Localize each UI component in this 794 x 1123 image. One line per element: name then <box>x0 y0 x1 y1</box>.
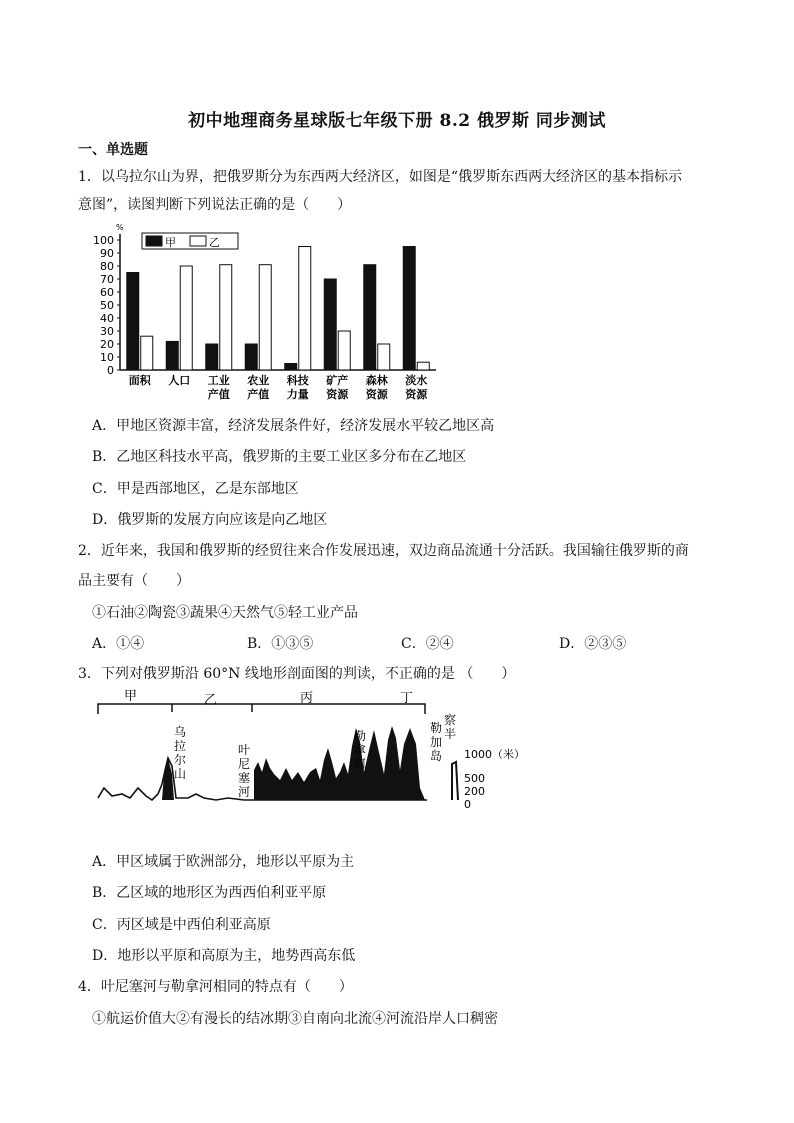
x-tick-label: 面积 <box>128 374 151 387</box>
q1-option-d[interactable]: D．俄罗斯的发展方向应该是向乙地区 <box>92 512 328 528</box>
bar-乙-6 <box>378 344 390 370</box>
region-jia: 甲 <box>124 689 138 704</box>
label-ural: 乌拉尔山 <box>174 725 187 781</box>
x-tick-label: 力量 <box>286 388 309 401</box>
q1-option-a[interactable]: A．甲地区资源丰富，经济发展条件好，经济发展水平较乙地区高 <box>92 418 495 434</box>
q2-stem-line1: 2．近年来，我国和俄罗斯的经贸往来合作发展迅速，双边商品流通十分活跃。我国输往俄罗斯的商 <box>78 543 689 559</box>
y-axis-unit: % <box>116 223 124 232</box>
x-tick-label: 资源 <box>405 388 428 401</box>
bar-乙-3 <box>259 265 271 370</box>
q4-stem: 4．叶尼塞河与勒拿河相同的特点有（ ） <box>78 979 353 995</box>
region-bing: 丙 <box>300 691 314 706</box>
kamchatka <box>452 762 458 800</box>
bar-甲-7 <box>403 247 415 371</box>
q3-terrain-profile <box>92 688 532 838</box>
bar-甲-1 <box>166 341 178 370</box>
x-tick-label: 森林 <box>365 374 388 387</box>
legend-swatch-1 <box>190 236 206 246</box>
legend-swatch-0 <box>146 236 162 246</box>
x-tick-label: 工业 <box>207 374 230 387</box>
bar-乙-1 <box>180 266 192 370</box>
bar-乙-5 <box>338 331 350 370</box>
x-tick-label: 资源 <box>365 388 388 401</box>
legend-label-0: 甲 <box>165 236 176 249</box>
y-tick-label: 90 <box>100 247 114 260</box>
y-tick-label: 20 <box>100 338 114 351</box>
scale-500: 500 <box>464 772 485 785</box>
bar-甲-5 <box>324 279 336 370</box>
q2-option-d[interactable]: D．②③⑤ <box>559 636 627 652</box>
q2-items: ①石油②陶瓷③蔬果④天然气⑤轻工业产品 <box>92 605 358 621</box>
ural-mountains <box>162 758 174 800</box>
q3-option-c[interactable]: C．丙区域是中西伯利亚高原 <box>92 917 271 933</box>
y-tick-label: 70 <box>100 273 114 286</box>
y-tick-label: 60 <box>100 286 114 299</box>
label-kamchatka-b: 察半 <box>444 713 457 741</box>
x-tick-label: 淡水 <box>405 374 428 387</box>
y-tick-label: 10 <box>100 351 114 364</box>
page-title: 初中地理商务星球版七年级下册 8.2 俄罗斯 同步测试 <box>188 111 606 131</box>
scale-1000: 1000（米） <box>464 748 525 761</box>
region-bracket <box>98 704 425 714</box>
q1-option-c[interactable]: C．甲是西部地区，乙是东部地区 <box>92 481 299 497</box>
bar-甲-3 <box>245 344 257 370</box>
y-tick-label: 40 <box>100 312 114 325</box>
legend-label-1: 乙 <box>209 236 220 249</box>
q1-bar-chart <box>88 220 448 405</box>
label-kamchatka-a: 勒加岛 <box>430 721 443 763</box>
q2-option-b[interactable]: B．①③⑤ <box>247 636 314 652</box>
q3-option-b[interactable]: B．乙区域的地形区为西西伯利亚平原 <box>92 885 327 901</box>
q3-option-a[interactable]: A．甲区域属于欧洲部分，地形以平原为主 <box>92 854 355 870</box>
label-yenisei: 叶尼塞河 <box>238 743 251 799</box>
bar-甲-6 <box>364 265 376 370</box>
scale-200: 200 <box>464 785 485 798</box>
q2-option-c[interactable]: C．②④ <box>401 636 454 652</box>
region-yi: 乙 <box>204 693 218 708</box>
x-tick-label: 矿产 <box>326 374 349 387</box>
q2-option-a[interactable]: A．①④ <box>92 636 145 652</box>
x-tick-label: 产值 <box>207 388 230 401</box>
q3-option-d[interactable]: D．地形以平原和高原为主，地势西高东低 <box>92 948 356 964</box>
region-ding: 丁 <box>400 691 414 706</box>
scale-0: 0 <box>464 798 471 811</box>
bar-乙-0 <box>141 336 153 370</box>
bar-乙-4 <box>299 247 311 371</box>
y-tick-label: 30 <box>100 325 114 338</box>
x-tick-label: 农业 <box>247 374 270 387</box>
y-tick-label: 0 <box>107 364 114 377</box>
section-heading: 一、单选题 <box>78 142 148 158</box>
bar-乙-2 <box>220 265 232 370</box>
q3-stem: 3．下列对俄罗斯沿 60°N 线地形剖面图的判读，不正确的是 （ ） <box>78 666 516 682</box>
label-lena: 勒拿河 <box>354 729 367 771</box>
bar-乙-7 <box>417 362 429 370</box>
q1-stem-line2: 意图”，读图判断下列说法正确的是（ ） <box>78 197 352 213</box>
y-tick-label: 100 <box>93 234 114 247</box>
x-tick-label: 人口 <box>168 374 191 387</box>
q1-option-b[interactable]: B．乙地区科技水平高，俄罗斯的主要工业区多分布在乙地区 <box>92 449 467 465</box>
x-tick-label: 资源 <box>326 388 349 401</box>
q2-stem-line2: 品主要有（ ） <box>78 573 190 589</box>
bar-甲-0 <box>127 273 139 371</box>
y-tick-label: 50 <box>100 299 114 312</box>
q1-stem-line1: 1．以乌拉尔山为界，把俄罗斯分为东西两大经济区，如图是“俄罗斯东西两大经济区的基本指标示 <box>78 169 683 185</box>
bar-甲-2 <box>206 344 218 370</box>
y-tick-label: 80 <box>100 260 114 273</box>
x-tick-label: 科技 <box>286 374 309 387</box>
bar-甲-4 <box>285 364 297 371</box>
east-plateau <box>254 726 425 800</box>
x-tick-label: 产值 <box>247 388 270 401</box>
q4-items: ①航运价值大②有漫长的结冰期③自南向北流④河流沿岸人口稠密 <box>92 1011 498 1027</box>
